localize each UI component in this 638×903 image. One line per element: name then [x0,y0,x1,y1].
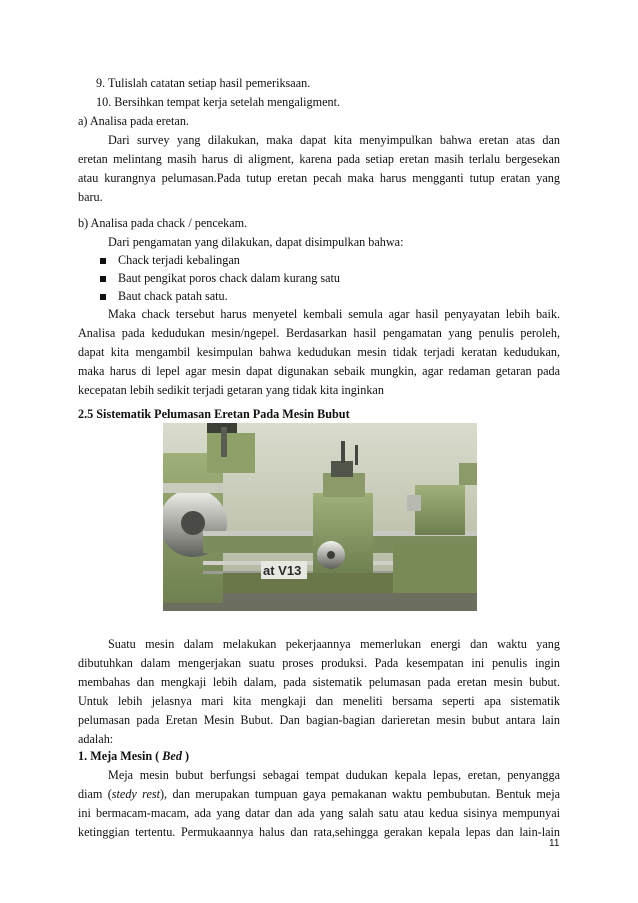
bullet-icon [100,276,106,282]
item-1-line-1: Meja mesin bubut berfungsi sebagai tempat dudukan kepala lepas, eretan, penyangga [108,768,560,782]
body-line-1: Suatu mesin dalam melakukan pekerjaannya memerlukan energi dan waktu yang [108,637,560,651]
lathe-plate-text: at V13 [263,563,302,578]
item-1-heading [78,749,189,764]
section-b-line-5: kecepatan lebih sedikit terjadi getaran yang tidak kita inginkan [78,383,384,397]
lathe-machine-photo [163,423,477,611]
item-1-heading-pre: 1. Meja Mesin ( [78,749,163,763]
bullet-item-2: Baut pengikat poros chack dalam kurang satu [118,271,341,285]
item-1-line-3: ini bermacam-macam, ada yang datar dan ada yang salah satu atau kedua sisinya mempunyai [78,806,560,820]
body-line-5: pelumasan pada Eretan Mesin Bubut. Dan bagian-bagian darieretan mesin bubut antara lain [78,713,560,727]
item-1-line-2 [78,787,560,802]
bullet-item-1: Chack terjadi kebalingan [118,253,240,267]
item-1-line-2-pre: diam ( [78,787,112,801]
section-a-line-3: atau kurangnya pelumasan.Pada tutup eretan pecah maka harus mengganti tutup eratan yang [78,171,560,185]
section-b-line-3: dapat kita mengambil kesimpulan bahwa kedudukan mesin tidak terjadi keratan kedudukan, [78,345,560,359]
section-a-line-2: eretan melintang masih harus di aligment, karena pada setiap eretan masih terlalu bergesekan [78,152,560,166]
item-1-heading-post: ) [181,749,190,763]
body-line-3: membahas dan mengkaji lebih dalam, pada sistematik pelumasan pada eretan mesin bubut. [78,675,560,689]
section-a-heading: a) Analisa pada eretan. [78,114,189,128]
section-b-line-1: Maka chack tersebut harus menyetel kembali semula agar hasil penyayatan lebih baik. [108,307,560,321]
body-line-6: adalah: [78,732,114,746]
item-1-line-2-post: ), dan merupakan tumpuan gaya pemakanan waktu pembubutan. Bentuk meja [160,787,561,801]
section-b-intro: Dari pengamatan yang dilakukan, dapat disimpulkan bahwa: [108,235,404,249]
body-line-4: Untuk lebih jelasnya mari kita mengkaji dan meneliti bersama seperti apa sistematik [78,694,560,708]
bullet-icon [100,258,106,264]
page-number: 11 [549,838,560,849]
section-b-line-2: Analisa pada kedudukan mesin/ngepel. Berdasarkan hasil pengamatan yang penulis peroleh, [78,326,560,340]
section-b-line-4: maka harus di lepel agar mesin dapat digunakan sebaik mungkin, agar redaman getaran pada [78,364,560,378]
section-heading: 2.5 Sistematik Pelumasan Eretan Pada Mesin Bubut [78,407,350,421]
section-b-heading: b) Analisa pada chack / pencekam. [78,216,248,230]
list-step-9: 9. Tulislah catatan setiap hasil pemeriksaan. [96,76,311,90]
lathe-illustration [163,423,477,611]
list-step-10: 10. Bersihkan tempat kerja setelah mengaligment. [96,95,341,109]
item-1-line-2-italic: stedy rest [111,787,160,801]
item-1-line-4: ketinggian tertentu. Permukaannya halus dan rata,sehingga gerakan kepala lepas dan lain-lain [78,825,560,839]
section-a-line-1: Dari survey yang dilakukan, maka dapat kita menyimpulkan bahwa eretan atas dan [108,133,560,147]
body-line-2: dibutuhkan dalam mengerjakan suatu proses produksi. Pada kesempatan ini penulis ingin [78,656,560,670]
bullet-item-3: Baut chack patah satu. [118,289,228,303]
bullet-icon [100,294,106,300]
section-a-line-4: baru. [78,190,103,204]
item-1-heading-italic: Bed [162,749,182,763]
